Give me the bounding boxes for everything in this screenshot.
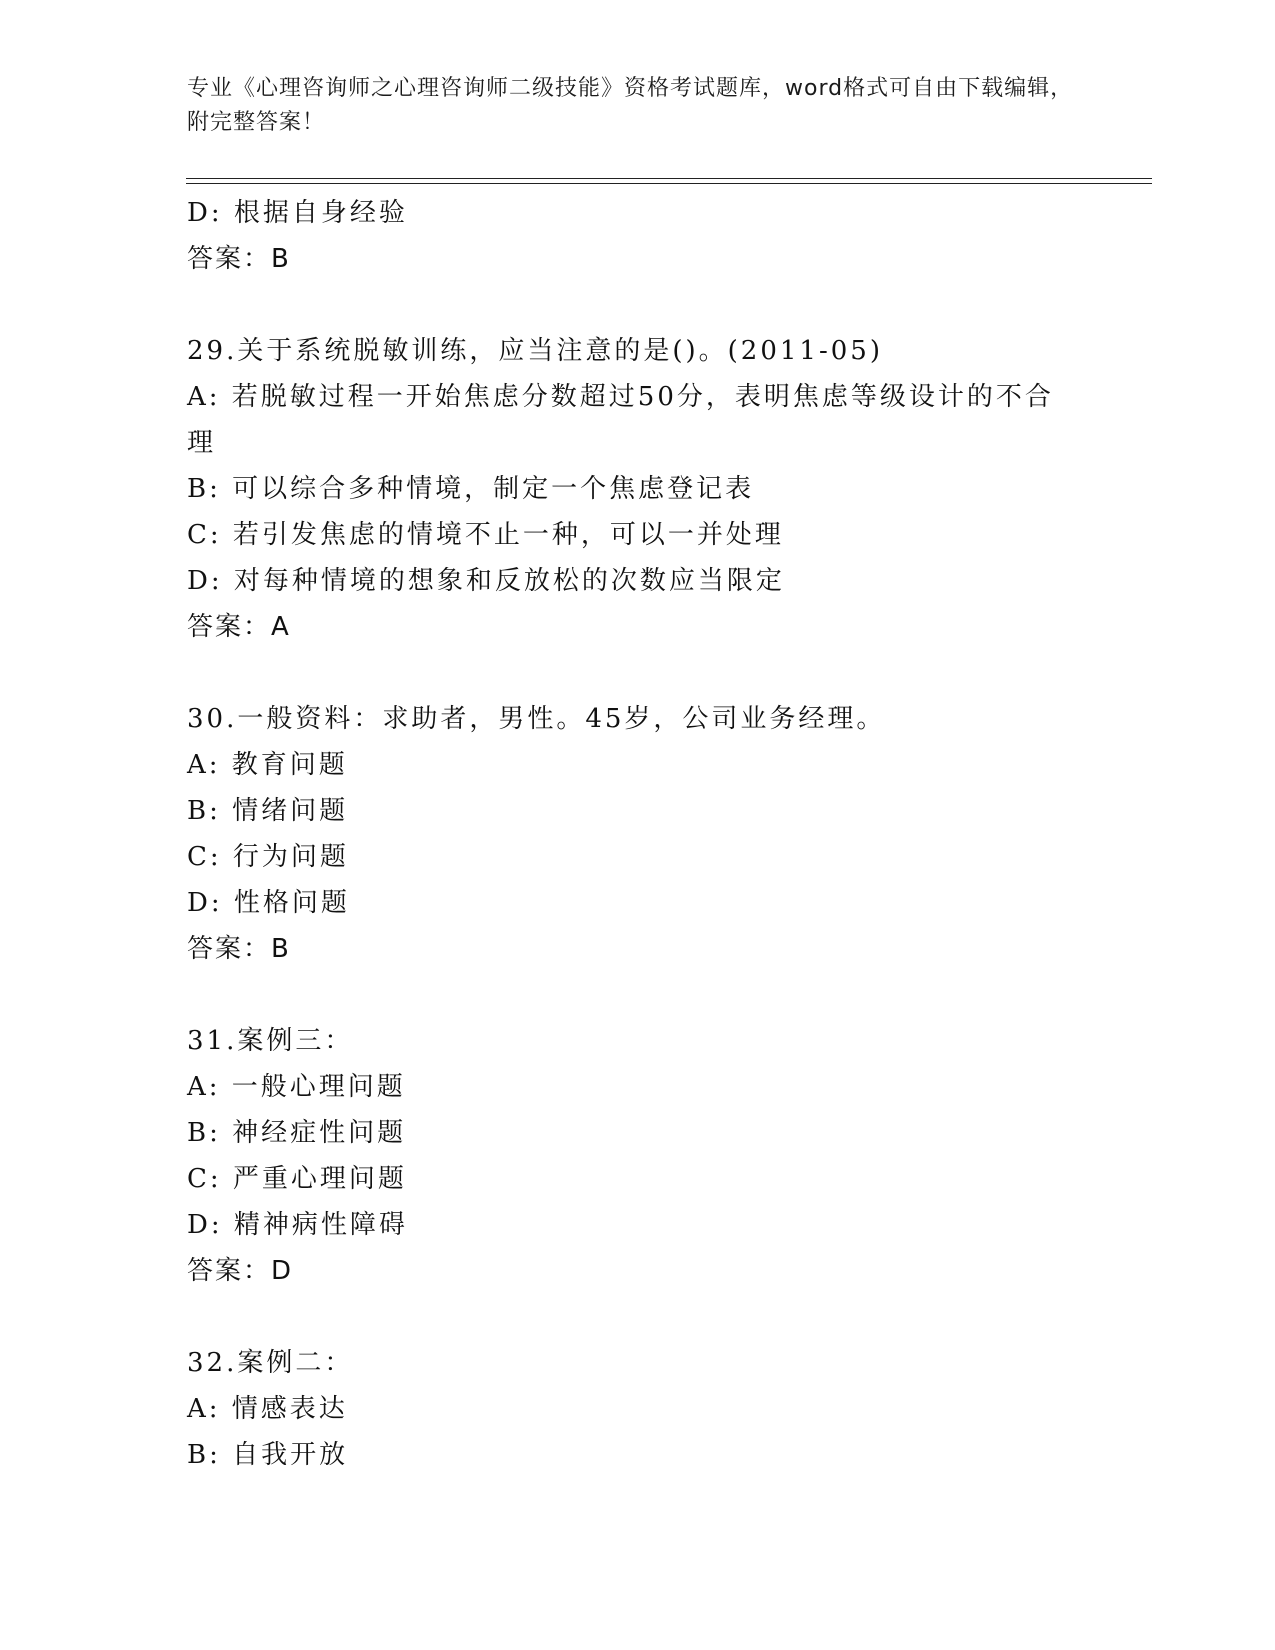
- option-d: D: 性格问题: [187, 888, 350, 918]
- header-rule-bottom: [186, 183, 1152, 184]
- answer: 答案：B: [187, 934, 291, 964]
- option-a: A: 教育问题: [187, 750, 348, 780]
- spacer: [187, 972, 1087, 1018]
- question-32: [187, 1340, 1087, 1478]
- option-d: D: 精神病性障碍: [187, 1210, 408, 1240]
- question-28-fragment: [187, 190, 1087, 282]
- option-b: B: 神经症性问题: [187, 1118, 407, 1148]
- option-c: C: 严重心理问题: [187, 1164, 407, 1194]
- header-text: 专业《心理咨询师之心理咨询师二级技能》资格考试题库，word格式可自由下载编辑，附完整答案！: [187, 76, 1074, 135]
- option-a: A: 若脱敏过程一开始焦虑分数超过50分，表明焦虑等级设计的不合理: [187, 382, 1054, 458]
- question-stem: 31.案例三：: [187, 1026, 354, 1056]
- option-b: B: 可以综合多种情境，制定一个焦虑登记表: [187, 474, 755, 504]
- question-stem: 32.案例二：: [187, 1348, 354, 1378]
- spacer: [187, 1294, 1087, 1340]
- question-30: [187, 696, 1087, 972]
- option-c: C: 行为问题: [187, 842, 349, 872]
- header-rule-top: [186, 178, 1152, 179]
- question-stem: 29.关于系统脱敏训练，应当注意的是()。(2011-05): [187, 336, 883, 366]
- option-d: D: 对每种情境的想象和反放松的次数应当限定: [187, 566, 785, 596]
- answer: 答案：A: [187, 612, 291, 642]
- spacer: [187, 650, 1087, 696]
- answer: 答案：D: [187, 1256, 294, 1286]
- option-b: B: 自我开放: [187, 1440, 349, 1470]
- document-header: [187, 72, 1087, 140]
- question-list: [187, 190, 1087, 1478]
- question-29: [187, 328, 1087, 650]
- option-c: C: 若引发焦虑的情境不止一种，可以一并处理: [187, 520, 784, 550]
- question-stem: 30.一般资料：求助者，男性。45岁，公司业务经理。: [187, 704, 886, 734]
- question-31: [187, 1018, 1087, 1294]
- option-d: D: 根据自身经验: [187, 198, 408, 228]
- option-a: A: 一般心理问题: [187, 1072, 406, 1102]
- option-b: B: 情绪问题: [187, 796, 349, 826]
- answer: 答案：B: [187, 244, 291, 274]
- option-a: A: 情感表达: [187, 1394, 348, 1424]
- spacer: [187, 282, 1087, 328]
